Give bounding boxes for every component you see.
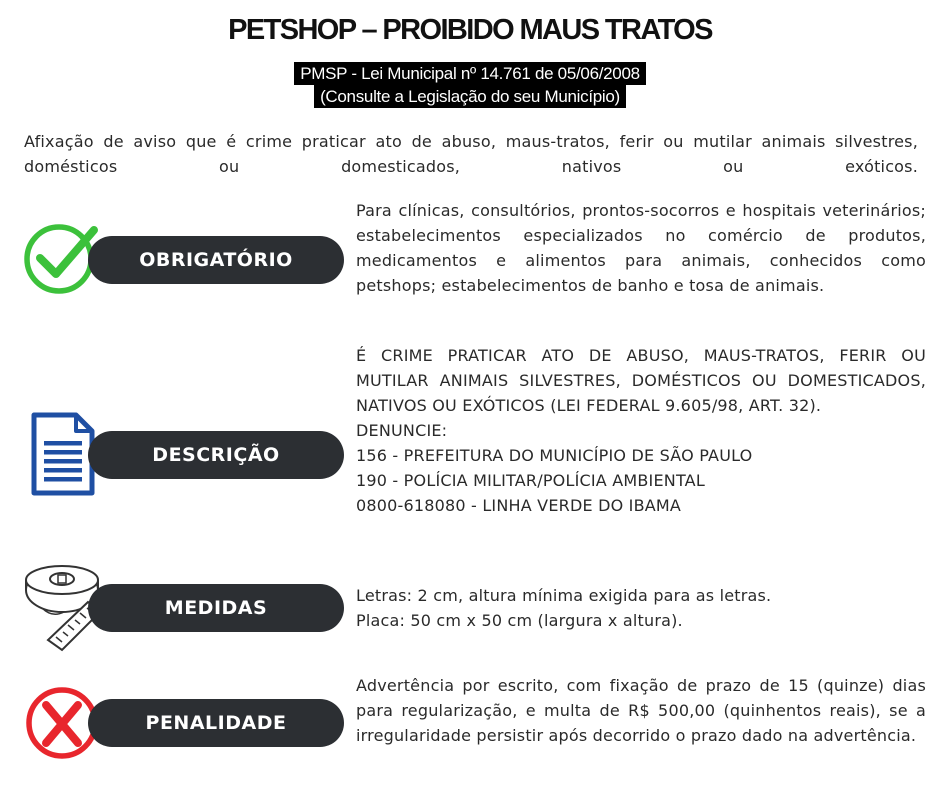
descricao-label: DESCRIÇÃO [88,431,344,479]
law-reference [0,62,940,108]
contact-line: 190 - POLÍCIA MILITAR/POLÍCIA AMBIENTAL [356,471,705,490]
medidas-line: Placa: 50 cm x 50 cm (largura x altura). [356,611,683,630]
descricao-paragraph: É CRIME PRATICAR ATO DE ABUSO, MAUS-TRATOS, FERIR OU MUTILAR ANIMAIS SILVESTRES, DOMÉSTICOS OU DOMESTICADOS, NATIVOS OU EXÓTICOS (LEI FEDERAL 9.605/98, ART. 32). [356,346,926,415]
law-reference-line-1: PMSP - Lei Municipal nº 14.761 de 05/06/2008 [294,62,646,85]
obrigatorio-text: Para clínicas, consultórios, prontos-socorros e hospitais veterinários; estabelecimentos especializados no comércio de produtos, medicamentos e alimentos para animais, conhecidos como petshops; estabelecimentos de banho e tosa de animais. [356,201,926,295]
law-reference-line-2: (Consulte a Legislação do seu Município) [314,85,626,108]
contact-line: 156 - PREFEITURA DO MUNICÍPIO DE SÃO PAULO [356,446,753,465]
intro-paragraph: Afixação de aviso que é crime praticar ato de abuso, maus-tratos, ferir ou mutilar animais silvestres, domésticos ou domesticados, nativos ou exóticos. [24,132,918,176]
document-icon [30,411,96,497]
penalidade-text: Advertência por escrito, com fixação de prazo de 15 (quinze) dias para regularização, e multa de R$ 500,00 (quinhentos reais), se a irregularidade persistir após decorrido o prazo dado na advertência. [356,676,926,745]
medidas-line: Letras: 2 cm, altura mínima exigida para as letras. [356,586,772,605]
contact-line: 0800-618080 - LINHA VERDE DO IBAMA [356,496,682,515]
descricao-text [356,343,926,518]
medidas-label: MEDIDAS [88,584,344,632]
obrigatorio-label: OBRIGATÓRIO [88,236,344,284]
page-title: PETSHOP – PROIBIDO MAUS TRATOS [228,14,712,46]
medidas-text [356,583,926,633]
denuncie-heading: DENUNCIE: [356,421,448,440]
penalidade-label: PENALIDADE [88,699,344,747]
